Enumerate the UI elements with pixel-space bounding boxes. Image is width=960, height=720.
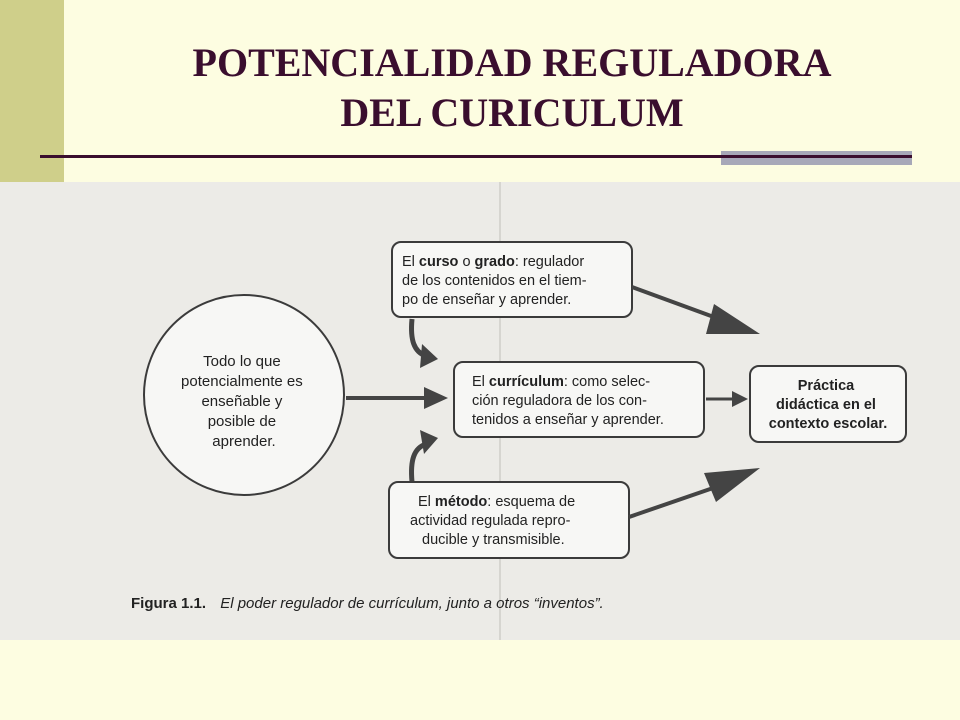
caption-text: El poder regulador de currículum, junto a otros “inventos”. [220, 595, 604, 612]
scanned-figure [0, 182, 960, 640]
diagram-svg [0, 182, 960, 640]
title-accent-block [721, 151, 912, 165]
arrow-head [420, 344, 438, 368]
curriculum-text: El currículum: como selec- ción reguladora de los con- tenidos a enseñar y aprender. [472, 374, 664, 428]
metodo-to-practica-arrow [629, 487, 716, 517]
practica-text: Práctica didáctica en el contexto escolar. [768, 378, 888, 432]
arrow-head [420, 430, 438, 454]
circle-line: aprender. [212, 433, 276, 450]
title-line-2: DEL CURICULUM [340, 90, 684, 135]
arrow-head [424, 387, 448, 409]
title-line-1: POTENCIALIDAD REGULADORA [192, 40, 832, 85]
circle-line: potencialmente es [181, 373, 303, 390]
circle-line: posible de [207, 413, 277, 430]
curso-text: El curso o grado: regulador de los contenidos en el tiem- po de enseñar y aprender. [402, 254, 587, 308]
metodo-text: El método: esquema de actividad regulada repro- ducible y transmisible. [410, 494, 576, 548]
circle-line: Todo lo que [203, 353, 281, 370]
circle-line: enseñable y [201, 393, 283, 410]
figure-caption [131, 595, 604, 612]
arrow-head [732, 391, 748, 407]
caption-label: Figura 1.1. [131, 595, 207, 612]
curso-to-practica-arrow [632, 287, 722, 320]
arrow-head [706, 304, 760, 334]
title-underline [40, 155, 912, 158]
slide-title [64, 38, 960, 138]
arrow-head [704, 468, 760, 502]
